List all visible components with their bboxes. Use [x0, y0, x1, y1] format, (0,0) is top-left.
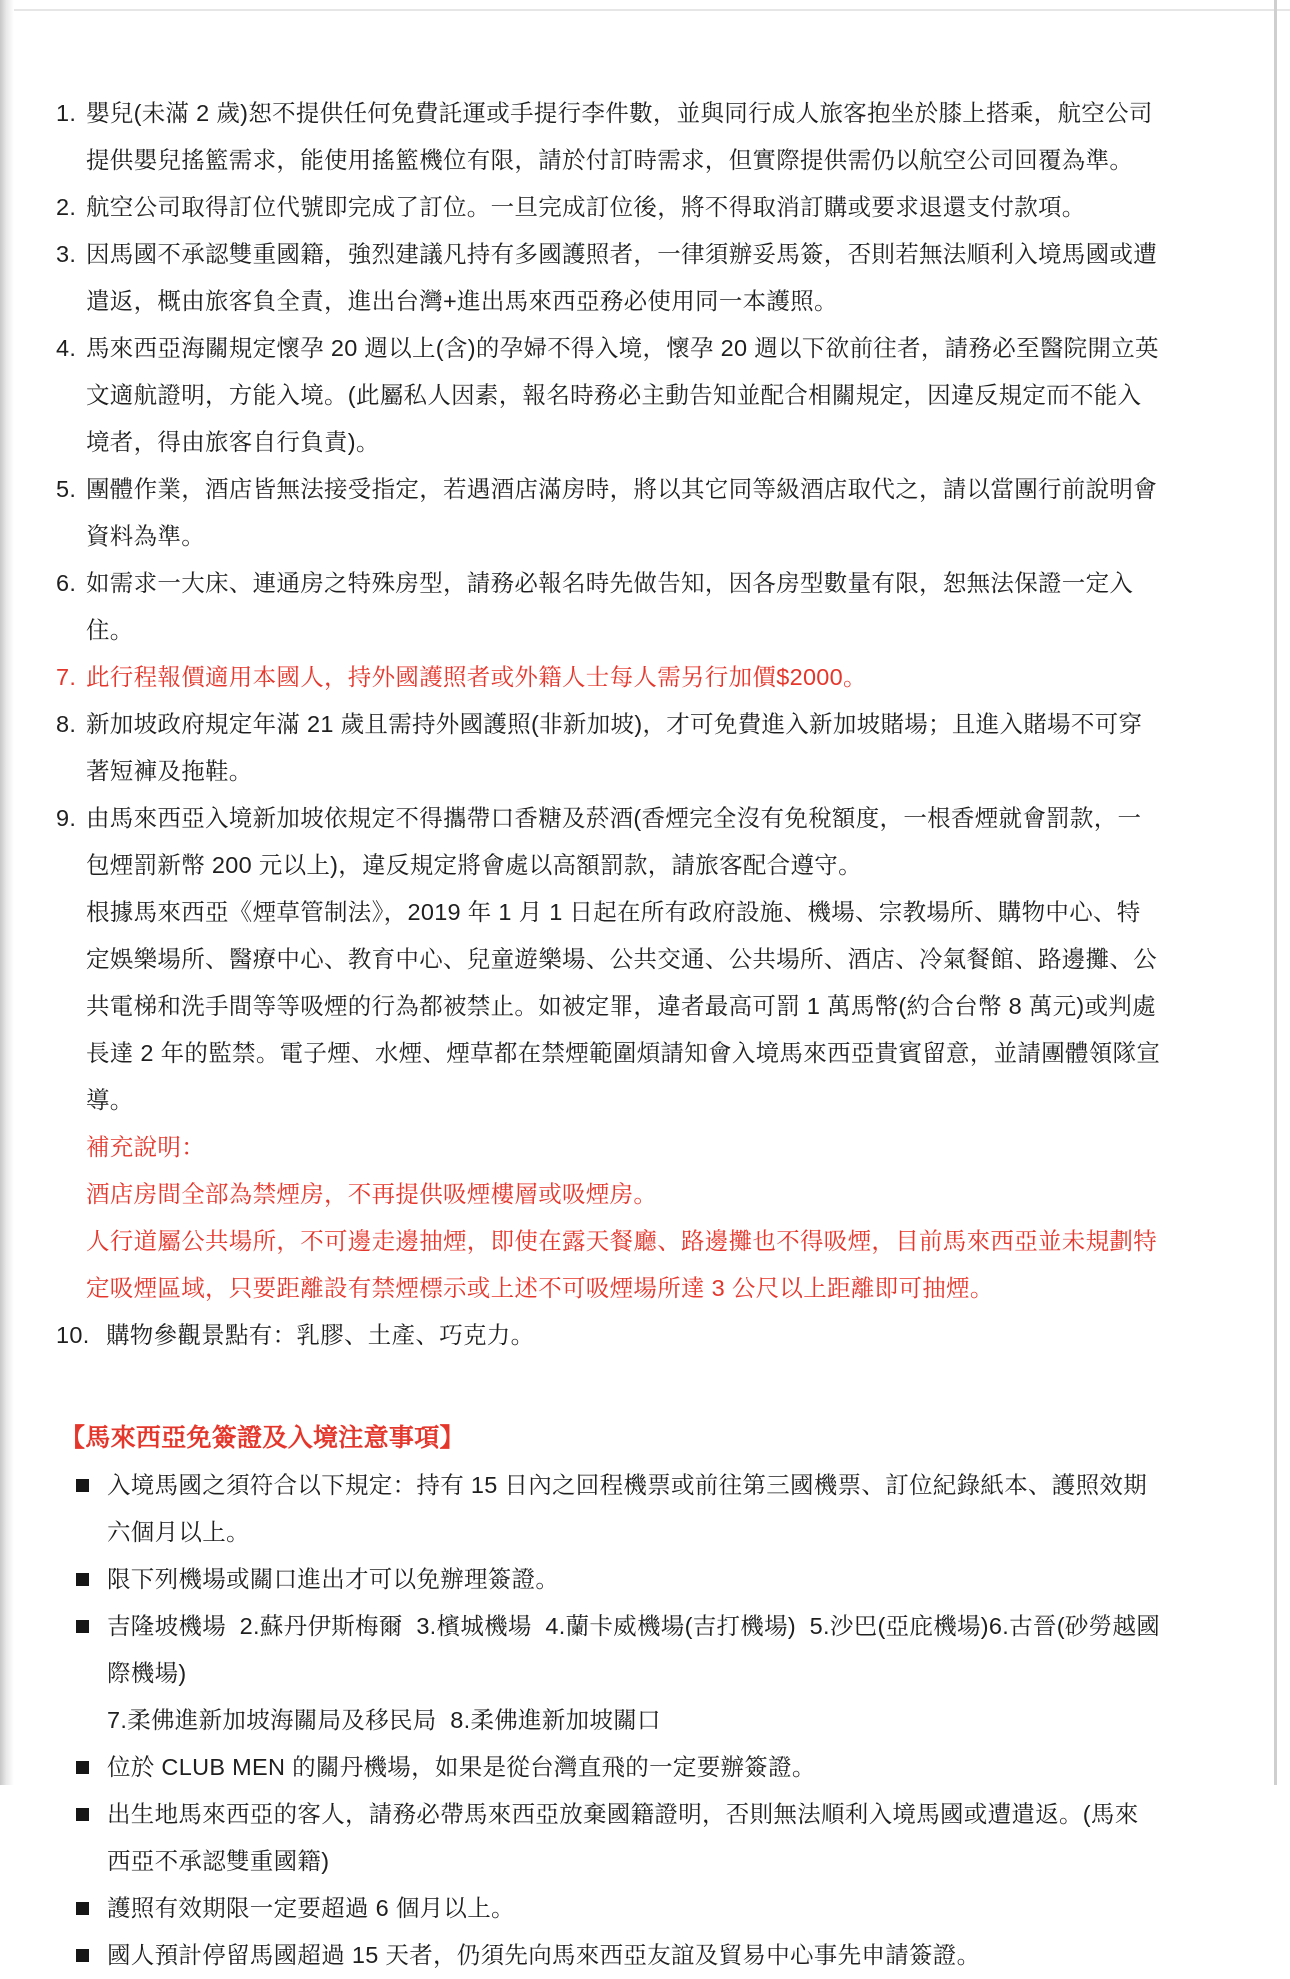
bullet-item-stay-over-15-days	[76, 1932, 1162, 1979]
note-number: 6.	[56, 570, 77, 596]
note-number: 10.	[56, 1322, 90, 1348]
note-text: 團體作業，酒店皆無法接受指定，若遇酒店滿房時，將以其它同等級酒店取代之，請以當團行前說明會資料為準。	[86, 476, 1157, 549]
bullet-body	[107, 1744, 1162, 1791]
note-body	[86, 325, 1162, 466]
bullet-item-kuantan-airport	[76, 1744, 1162, 1791]
note-body	[106, 1312, 1162, 1359]
note-item-4	[56, 325, 1162, 466]
square-bullet-icon	[76, 1761, 89, 1774]
bullet-body	[107, 1556, 1162, 1603]
bullet-item-malaysia-born	[76, 1791, 1162, 1885]
bullet-item-entry-rules	[76, 1462, 1162, 1556]
note-text: 航空公司取得訂位代號即完成了訂位。一旦完成訂位後，將不得取消訂購或要求退還支付款項。	[86, 194, 1086, 220]
note-number: 7.	[56, 664, 77, 690]
visa-section-title: 【馬來西亞免簽證及入境注意事項】	[60, 1424, 465, 1452]
note-number: 9.	[56, 805, 77, 831]
note-text: 因馬國不承認雙重國籍，強烈建議凡持有多國護照者，一律須辦妥馬簽，否則若無法順利入境馬國或遭遣返，概由旅客負全責，進出台灣+進出馬來西亞務必使用同一本護照。	[86, 241, 1157, 314]
bullet-body	[107, 1462, 1162, 1556]
square-bullet-icon	[76, 1479, 89, 1492]
note-item-6	[56, 560, 1162, 654]
note-body	[86, 231, 1162, 325]
square-bullet-icon	[76, 1808, 89, 1821]
bullet-text: 國人預計停留馬國超過 15 天者，仍須先向馬來西亞友誼及貿易中心事先申請簽證。	[107, 1942, 981, 1968]
note-number: 5.	[56, 476, 77, 502]
bullet-text: 吉隆坡機場 2.蘇丹伊斯梅爾 3.檳城機場 4.蘭卡威機場(吉打機場) 5.沙巴(亞庇機場)6.古晉(砂勞越國際機場)	[107, 1613, 1161, 1686]
note-item-1	[56, 90, 1162, 184]
note-item-10	[56, 1312, 1162, 1359]
note-paragraph-hotel-nonsmoking: 酒店房間全部為禁煙房，不再提供吸煙樓層或吸煙房。	[86, 1181, 658, 1207]
notes-list	[56, 90, 1162, 1359]
note-item-2	[56, 184, 1162, 231]
bullet-text: 位於 CLUB MEN 的關丹機場，如果是從台灣直飛的一定要辦簽證。	[107, 1754, 816, 1780]
bullet-body	[107, 1885, 1162, 1932]
square-bullet-icon	[76, 1902, 89, 1915]
bullet-text: 入境馬國之須符合以下規定：持有 15 日內之回程機票或前往第三國機票、訂位紀錄紙本、護照效期六個月以上。	[107, 1472, 1147, 1545]
note-body	[86, 701, 1162, 795]
note-paragraph-sidewalk-smoking: 人行道屬公共場所，不可邊走邊抽煙，即使在露天餐廳、路邊攤也不得吸煙，目前馬來西亞並未規劃特定吸煙區域，只要距離設有禁煙標示或上述不可吸煙場所達 3 公尺以上距離即可抽煙。	[86, 1228, 1157, 1301]
bullet-subtext: 7.柔佛進新加坡海關局及移民局 8.柔佛進新加坡關口	[107, 1707, 661, 1733]
note-number: 1.	[56, 100, 77, 126]
bullet-body	[107, 1603, 1162, 1744]
square-bullet-icon	[76, 1573, 89, 1586]
note-paragraph-tobacco-law: 根據馬來西亞《煙草管制法》，2019 年 1 月 1 日起在所有政府設施、機場、宗教場所、購物中心、特定娛樂場所、醫療中心、教育中心、兒童遊樂場、公共交通、公共場所、酒店、冷氣餐館、路邊攤、公共電梯和洗手間等等吸煙的行為都被禁止。如被定罪，違者最高可罰 1 萬馬幣(約合台幣 8 萬元)或判處長達 2 年的監禁。電子煙、水煙、煙草都在禁煙範圍煩請知會入境馬來西亞貴賓留意，並請團體領隊宣導。	[86, 899, 1161, 1113]
note-item-3	[56, 231, 1162, 325]
note-text: 嬰兒(未滿 2 歲)恕不提供任何免費託運或手提行李件數，並與同行成人旅客抱坐於膝上搭乘，航空公司提供嬰兒搖籃需求，能使用搖籃機位有限，請於付訂時需求，但實際提供需仍以航空公司回覆為準。	[86, 100, 1153, 173]
note-text: 購物參觀景點有：乳膠、土產、巧克力。	[106, 1322, 535, 1348]
note-body	[86, 466, 1162, 560]
bullet-text: 限下列機場或關口進出才可以免辦理簽證。	[107, 1566, 560, 1592]
note-number: 8.	[56, 711, 77, 737]
bullet-text: 出生地馬來西亞的客人，請務必帶馬來西亞放棄國籍證明，否則無法順利入境馬國或遭遣返。(馬來西亞不承認雙重國籍)	[107, 1801, 1139, 1874]
note-item-5	[56, 466, 1162, 560]
bullet-text: 護照有效期限一定要超過 6 個月以上。	[107, 1895, 515, 1921]
note-item-8	[56, 701, 1162, 795]
note-paragraph-supplement-label: 補充說明：	[86, 1134, 205, 1160]
note-text: 由馬來西亞入境新加坡依規定不得攜帶口香糖及菸酒(香煙完全沒有免稅額度，一根香煙就會罰款，一包煙罰新幣 200 元以上)，違反規定將會處以高額罰款，請旅客配合遵守。	[86, 805, 1142, 878]
note-item-9	[56, 795, 1162, 1312]
bullet-body	[107, 1791, 1162, 1885]
note-text: 馬來西亞海關規定懷孕 20 週以上(含)的孕婦不得入境，懷孕 20 週以下欲前往者，請務必至醫院開立英文適航證明，方能入境。(此屬私人因素，報名時務必主動告知並配合相關規定，因違反規定而不能入境者，得由旅客自行負責)。	[86, 335, 1159, 455]
note-text: 此行程報價適用本國人，持外國護照者或外籍人士每人需另行加價$2000。	[86, 664, 867, 690]
note-text: 如需求一大床、連通房之特殊房型，請務必報名時先做告知，因各房型數量有限，恕無法保證一定入住。	[86, 570, 1134, 643]
note-body	[86, 654, 1162, 701]
note-number: 3.	[56, 241, 77, 267]
note-number: 2.	[56, 194, 77, 220]
square-bullet-icon	[76, 1949, 89, 1962]
note-item-7	[56, 654, 1162, 701]
bullet-body	[107, 1932, 1162, 1979]
square-bullet-icon	[76, 1620, 89, 1633]
bullet-item-passport-validity	[76, 1885, 1162, 1932]
visa-bullet-list	[56, 1462, 1162, 1979]
note-body	[86, 560, 1162, 654]
bullet-item-visa-free-ports	[76, 1556, 1162, 1603]
bullet-item-airport-list	[76, 1603, 1162, 1744]
note-body	[86, 184, 1162, 231]
note-body	[86, 795, 1162, 1312]
note-text: 新加坡政府規定年滿 21 歲且需持外國護照(非新加坡)，才可免費進入新加坡賭場；且進入賭場不可穿著短褲及拖鞋。	[86, 711, 1143, 784]
note-number: 4.	[56, 335, 77, 361]
note-body	[86, 90, 1162, 184]
